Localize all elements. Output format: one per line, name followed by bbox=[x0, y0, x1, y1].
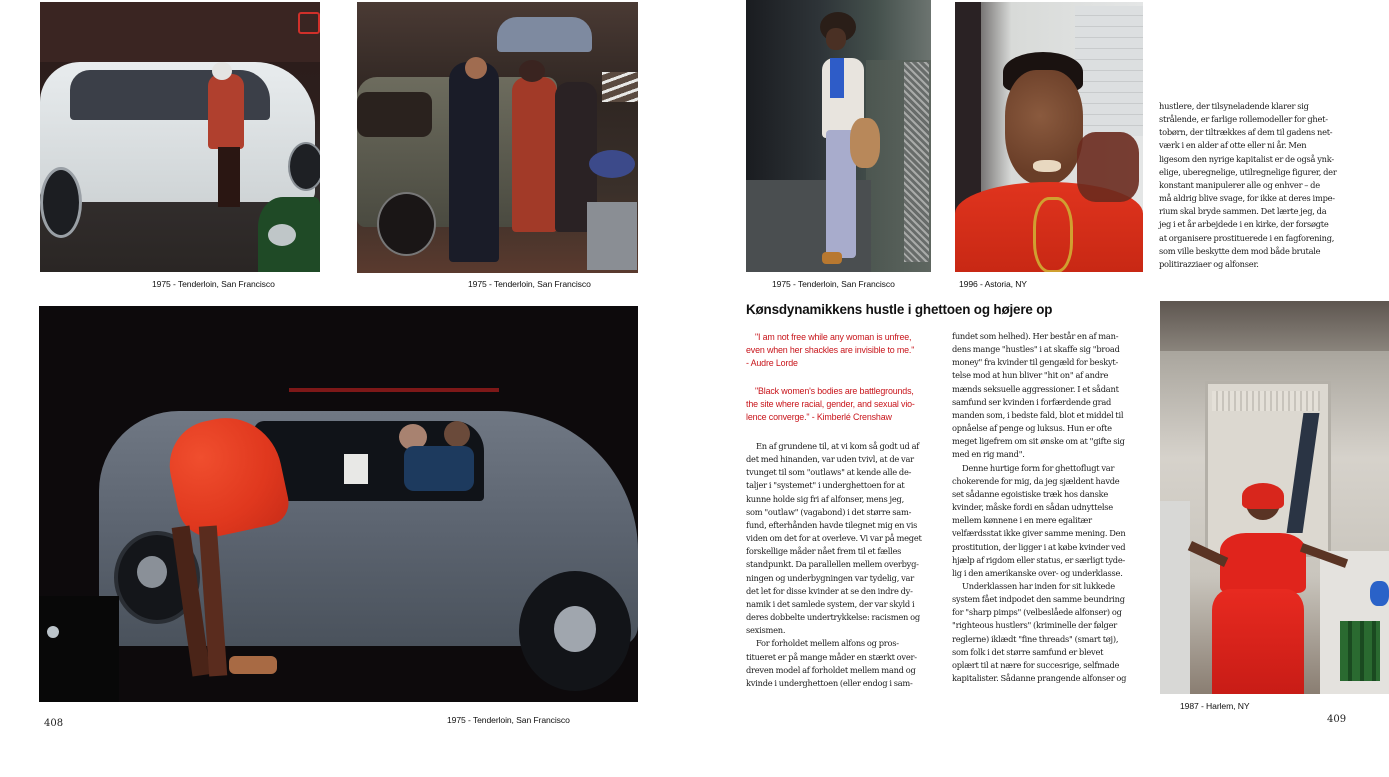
text-line: rium skal bryde sammen. Det lærte jeg, da bbox=[1159, 206, 1327, 217]
text-line: mænds seksuelle aggressioner. I et sådant bbox=[952, 383, 1119, 394]
text-line: strålende, er farlige rollemodeller for ghet- bbox=[1159, 114, 1328, 125]
text-line: prostitution, der ligger i at købe kvinder ved bbox=[952, 541, 1126, 552]
text-line: taljer i "systemet" i underghettoen for at bbox=[746, 480, 905, 491]
text-line: som folk i det større samfund er blevet bbox=[952, 646, 1104, 657]
photo-caption: 1987 - Harlem, NY bbox=[1180, 701, 1250, 711]
text-line: Denne hurtige form for ghettoflugt var bbox=[962, 462, 1115, 473]
text-line: standpunkt. Da parallellen mellem overbyg- bbox=[746, 559, 919, 570]
text-line: namik i det samlede system, der var skyld i bbox=[746, 598, 915, 609]
text-line: tvunget til som "outlaws" at kende alle de- bbox=[746, 467, 912, 478]
text-line: En af grundene til, at vi kom så godt ud af bbox=[756, 441, 920, 451]
text-line: telse mod at hun bliver "hit on" af andre bbox=[952, 370, 1109, 381]
text-line: kapitalister. Sådanne prangende alfonser og bbox=[952, 673, 1127, 684]
text-line: fundet som helhed). Her består en af man- bbox=[952, 331, 1119, 341]
text-line: opnåelse af penge og luksus. Hun er ofte bbox=[952, 423, 1112, 434]
text-line: lig i den amerikanske over- og underklasse. bbox=[952, 567, 1123, 578]
text-line: deres dobbelte undertrykkelse: racismen og bbox=[746, 612, 920, 623]
text-line: For forholdet mellem alfons og pros- bbox=[756, 638, 899, 649]
text-line: dreven model af forholdet mellem mand og bbox=[746, 664, 916, 675]
quote-line: "Black women's bodies are battlegrounds, bbox=[755, 386, 914, 396]
photo-caption: 1975 - Tenderloin, San Francisco bbox=[447, 715, 570, 725]
quote-attribution: - Audre Lorde bbox=[746, 358, 798, 369]
text-line: oplært til at nære for succesrige, selfmade bbox=[952, 659, 1120, 670]
page-number-left: 408 bbox=[44, 718, 64, 729]
text-line: system fået indpodet den samme beundring bbox=[952, 594, 1125, 605]
text-line: konstant manipulerer alle og enhver – de bbox=[1159, 179, 1320, 190]
photo-tenderloin-woman-wall bbox=[746, 0, 931, 272]
text-line: money" fra kvinder til gengæld for beskyt- bbox=[952, 357, 1119, 368]
text-line: sexismen. bbox=[746, 625, 786, 636]
text-line: mellem kønnene i en mere egalitær bbox=[952, 515, 1092, 526]
text-line: elige, uberegnelige, utilregnelige figurer, der bbox=[1159, 166, 1337, 177]
text-line: samfund ser kvinden i forfærdende grad bbox=[952, 396, 1112, 407]
text-line: dens mange "hustles" i at skaffe sig "broad bbox=[952, 344, 1120, 355]
photo-caption: 1975 - Tenderloin, San Francisco bbox=[468, 279, 591, 289]
photo-harlem-kitchen bbox=[1160, 301, 1389, 694]
text-line: ligesom den nyrige kapitalist er de også ynk- bbox=[1159, 153, 1334, 164]
text-line: for "sharp pimps" (velbeslåede alfonser) og bbox=[952, 607, 1122, 618]
text-line: "righteous hustlers" (kriminelle der følger bbox=[952, 620, 1117, 631]
photo-tenderloin-white-car bbox=[40, 2, 320, 272]
text-line: må aldrig blive svage, for ikke at deres impe- bbox=[1159, 193, 1335, 204]
text-line: tobørn, der tiltrækkes af dem til gadens net- bbox=[1159, 127, 1333, 138]
text-line: Underklassen har inden for sit lukkede bbox=[962, 580, 1115, 591]
text-line: kvinde i underghettoen (eller endog i sam- bbox=[746, 677, 913, 688]
text-line: som "outlaw" (vagabond) i det større sam- bbox=[746, 506, 912, 517]
text-line: værk i en alder af otte eller ni år. Men bbox=[1159, 140, 1307, 151]
article-column-1 bbox=[746, 440, 922, 690]
text-line: reglerne) iklædt "fine threads" (smart tøj), bbox=[952, 633, 1119, 644]
quote-line: "I am not free while any woman is unfree, bbox=[755, 332, 912, 342]
photo-caption: 1975 - Tenderloin, San Francisco bbox=[152, 279, 275, 289]
quote-line: even when her shackles are invisible to me." bbox=[746, 345, 915, 356]
photo-tenderloin-police bbox=[357, 2, 638, 273]
text-line: at organisere prostituerede i en fagforening, bbox=[1159, 232, 1335, 243]
text-line: ningen og underbygningen var tydelig, var bbox=[746, 572, 914, 583]
quote-line: the site where racial, gender, and sexual vio- bbox=[746, 399, 915, 410]
text-line: hjælp af rigdom eller status, er særligt tyde- bbox=[952, 554, 1126, 565]
text-line: det med hinanden, var uden tvivl, at de var bbox=[746, 454, 914, 465]
text-line: meget ligefrem om sit ønske om at "gifte sig bbox=[952, 436, 1125, 447]
text-line: politirazziaer og alfonser. bbox=[1159, 258, 1259, 269]
text-line: set sådanne egoistiske træk hos danske bbox=[952, 488, 1109, 499]
article-heading: Kønsdynamikkens hustle i ghettoen og højere op bbox=[746, 302, 1053, 317]
text-line: jeg i et år arbejdede i en kirke, der forsøgte bbox=[1159, 219, 1329, 230]
text-line: velfærdsstat ikke giver samme mening. Den bbox=[952, 528, 1126, 539]
text-line: fund, efterhånden havde tilegnet mig en vis bbox=[746, 519, 918, 530]
page-number-right: 409 bbox=[1327, 714, 1347, 725]
article-column-2 bbox=[952, 330, 1126, 685]
text-line: kvinder, måske fordi en sådan udnyttelse bbox=[952, 502, 1113, 513]
text-line: titueret er på mange måder en stærkt over- bbox=[746, 651, 917, 662]
photo-caption: 1996 - Astoria, NY bbox=[959, 279, 1027, 289]
quote-kimberle-crenshaw bbox=[746, 385, 932, 425]
photo-caption: 1975 - Tenderloin, San Francisco bbox=[772, 279, 895, 289]
quote-audre-lorde bbox=[746, 331, 932, 371]
text-line: med en rig mand". bbox=[952, 449, 1025, 460]
text-line: forskellige måder nået frem til et fælles bbox=[746, 546, 902, 557]
text-line: hustlere, der tilsyneladende klarer sig bbox=[1159, 101, 1309, 111]
text-line: viden om det for at overleve. Vi var på meget bbox=[746, 533, 922, 544]
quote-attribution: lence converge." - Kimberlé Crenshaw bbox=[746, 412, 892, 423]
photo-tenderloin-gray-car bbox=[39, 306, 638, 702]
text-line: manden som, i bedste fald, blot et middel til bbox=[952, 409, 1124, 420]
text-line: chokerende for mig, da jeg sjældent havde bbox=[952, 475, 1120, 486]
text-line: kunne holde sig fri af alfonser, mens jeg, bbox=[746, 493, 904, 504]
photo-astoria-portrait bbox=[955, 2, 1143, 272]
text-line: som ville beskytte dem mod både brutale bbox=[1159, 245, 1321, 256]
article-column-3 bbox=[1159, 100, 1337, 271]
text-line: det let for disse kvinder at se den indre dy- bbox=[746, 585, 913, 596]
